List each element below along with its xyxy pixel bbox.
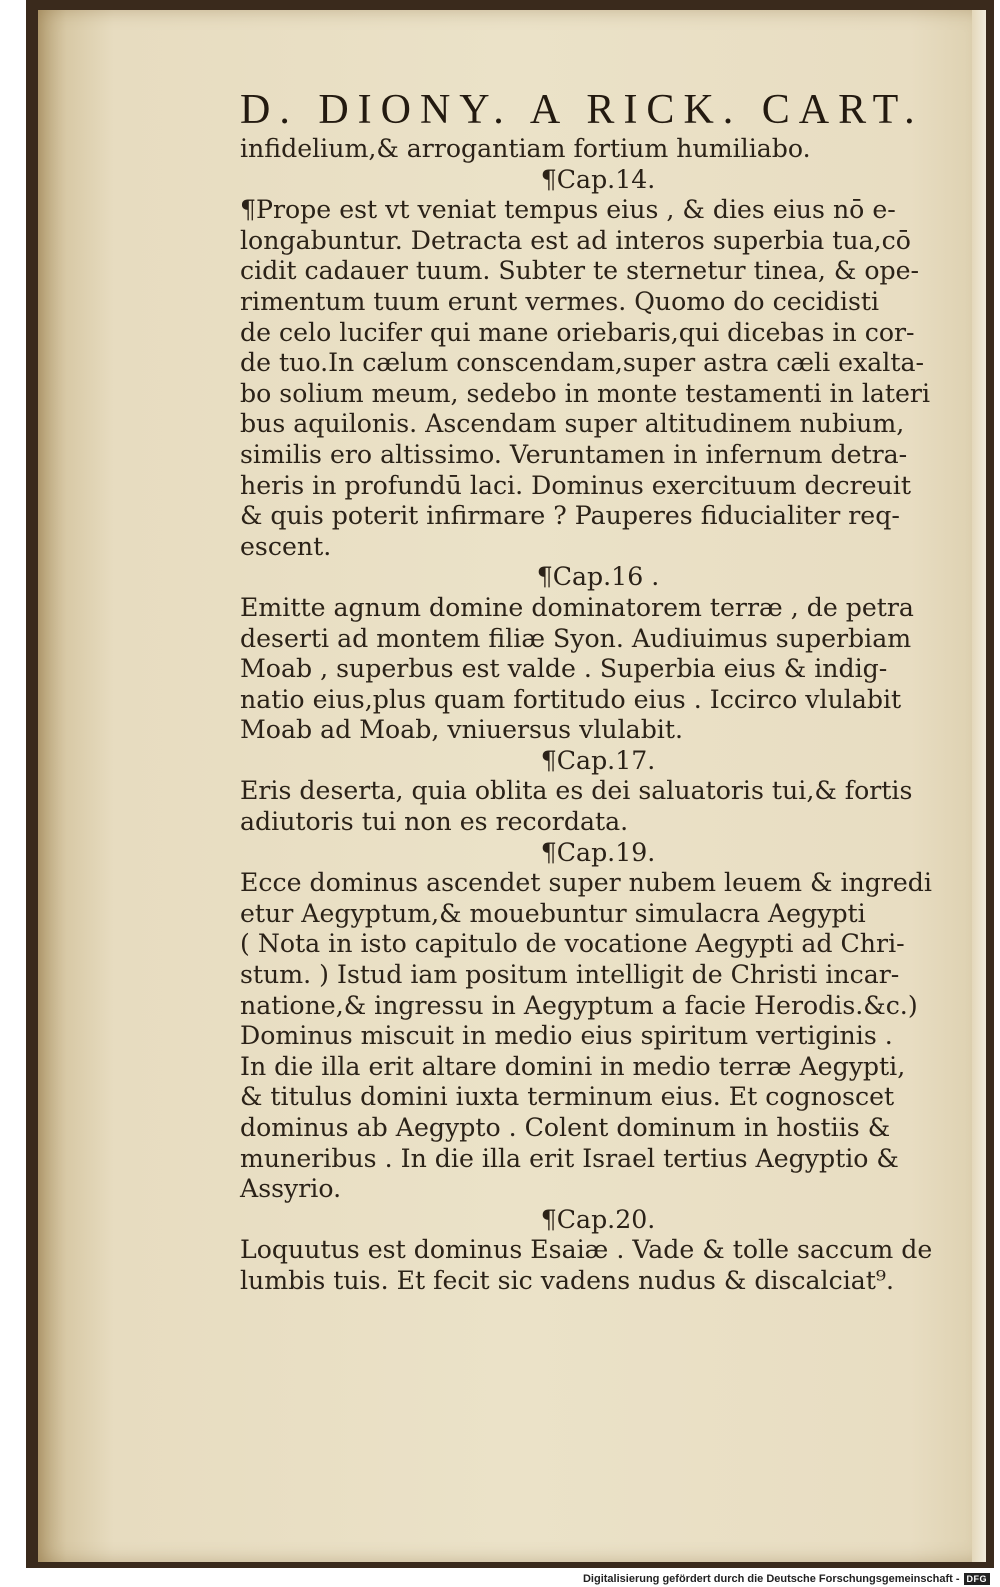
text-line: infidelium,& arrogantiam fortium humiliabo. bbox=[240, 134, 811, 163]
text-line: Assyrio. bbox=[240, 1174, 342, 1204]
text-line: longabuntur. Detracta est ad interos superbia tua,cō bbox=[240, 225, 911, 255]
text-line: bo solium meum, sedebo in monte testamenti in lateri bbox=[240, 378, 931, 408]
text-line: In die illa erit altare domini in medio terræ Aegypti, bbox=[240, 1051, 906, 1081]
text-line: ¶Prope est vt veniat tempus eius , & dies eius nō e- bbox=[240, 195, 896, 225]
dfg-logo-icon: DFG bbox=[964, 1573, 991, 1585]
running-header: D. DIONY. A RICK. CART. bbox=[240, 87, 924, 133]
text-line: natio eius,plus quam fortitudo eius . Iccirco vlulabit bbox=[240, 684, 902, 714]
paragraph bbox=[240, 593, 956, 746]
text-line: de celo lucifer qui mane oriebaris,qui dicebas in cor- bbox=[240, 317, 915, 347]
text-line: Moab ad Moab, vniuersus vlulabit. bbox=[240, 715, 683, 745]
paragraph bbox=[240, 868, 956, 1205]
text-line: adiutoris tui non es recordata. bbox=[240, 807, 629, 837]
paragraph bbox=[240, 776, 956, 837]
text-line: Ecce dominus ascendet super nubem leuem & ingredi bbox=[240, 868, 932, 898]
chapter-heading: ¶Cap.16 . bbox=[536, 562, 660, 592]
text-line: de tuo.In cælum conscendam,super astra cæli exalta- bbox=[240, 348, 924, 378]
text-line: heris in profundū laci. Dominus exercituum decreuit bbox=[240, 470, 911, 500]
paragraph bbox=[240, 134, 956, 165]
footer-credit-text: Digitalisierung gefördert durch die Deutsche Forschungsgemeinschaft - bbox=[582, 1573, 960, 1585]
text-line: lumbis tuis. Et fecit sic vadens nudus & discalciat⁹. bbox=[240, 1265, 895, 1295]
text-line: etur Aegyptum,& mouebuntur simulacra Aegypti bbox=[240, 898, 866, 928]
page-edge bbox=[972, 10, 986, 1562]
text-line: cidit cadauer tuum. Subter te sternetur tinea, & ope- bbox=[240, 256, 920, 286]
text-line: stum. ) Istud iam positum intelligit de Christi incar- bbox=[240, 960, 900, 990]
paragraph bbox=[240, 1235, 956, 1296]
text-line: deserti ad montem filiæ Syon. Audiuimus superbiam bbox=[240, 623, 912, 653]
chapter-heading: ¶Cap.20. bbox=[540, 1204, 656, 1234]
text-line: Eris deserta, quia oblita es dei saluatoris tui,& fortis bbox=[240, 776, 913, 806]
text-line: Moab , superbus est valde . Superbia eius & indig- bbox=[240, 654, 888, 684]
chapter-heading: ¶Cap.14. bbox=[540, 164, 656, 194]
text-line: Dominus miscuit in medio eius spiritum vertiginis . bbox=[240, 1021, 893, 1051]
chapter-heading: ¶Cap.17. bbox=[540, 745, 656, 775]
text-line: & quis poterit infirmare ? Pauperes fiducialiter req- bbox=[240, 501, 900, 531]
text-line: Emitte agnum domine dominatorem terræ , de petra bbox=[240, 592, 914, 622]
text-line: escent. bbox=[240, 531, 332, 561]
page-text bbox=[240, 88, 956, 1297]
page-body bbox=[240, 134, 956, 1297]
text-line: muneribus . In die illa erit Israel tertius Aegyptio & bbox=[240, 1143, 899, 1173]
paragraph bbox=[240, 195, 956, 562]
text-line: rimentum tuum erunt vermes. Quomo do cecidisti bbox=[240, 286, 880, 316]
text-line: natione,& ingressu in Aegyptum a facie Herodis.&c.) bbox=[240, 990, 918, 1020]
text-line: ( Nota in isto capitulo de vocatione Aegypti ad Chri- bbox=[240, 929, 905, 959]
text-line: & titulus domini iuxta terminum eius. Et cognoscet bbox=[240, 1082, 895, 1112]
chapter-heading: ¶Cap.19. bbox=[540, 837, 656, 867]
text-line: bus aquilonis. Ascendam super altitudinem nubium, bbox=[240, 409, 905, 439]
text-line: similis ero altissimo. Veruntamen in infernum detra- bbox=[240, 439, 908, 469]
text-line: Loquutus est dominus Esaiæ . Vade & tolle saccum de bbox=[240, 1235, 933, 1265]
footer-credit bbox=[583, 1573, 990, 1585]
text-line: dominus ab Aegypto . Colent dominum in hostiis & bbox=[240, 1113, 891, 1142]
